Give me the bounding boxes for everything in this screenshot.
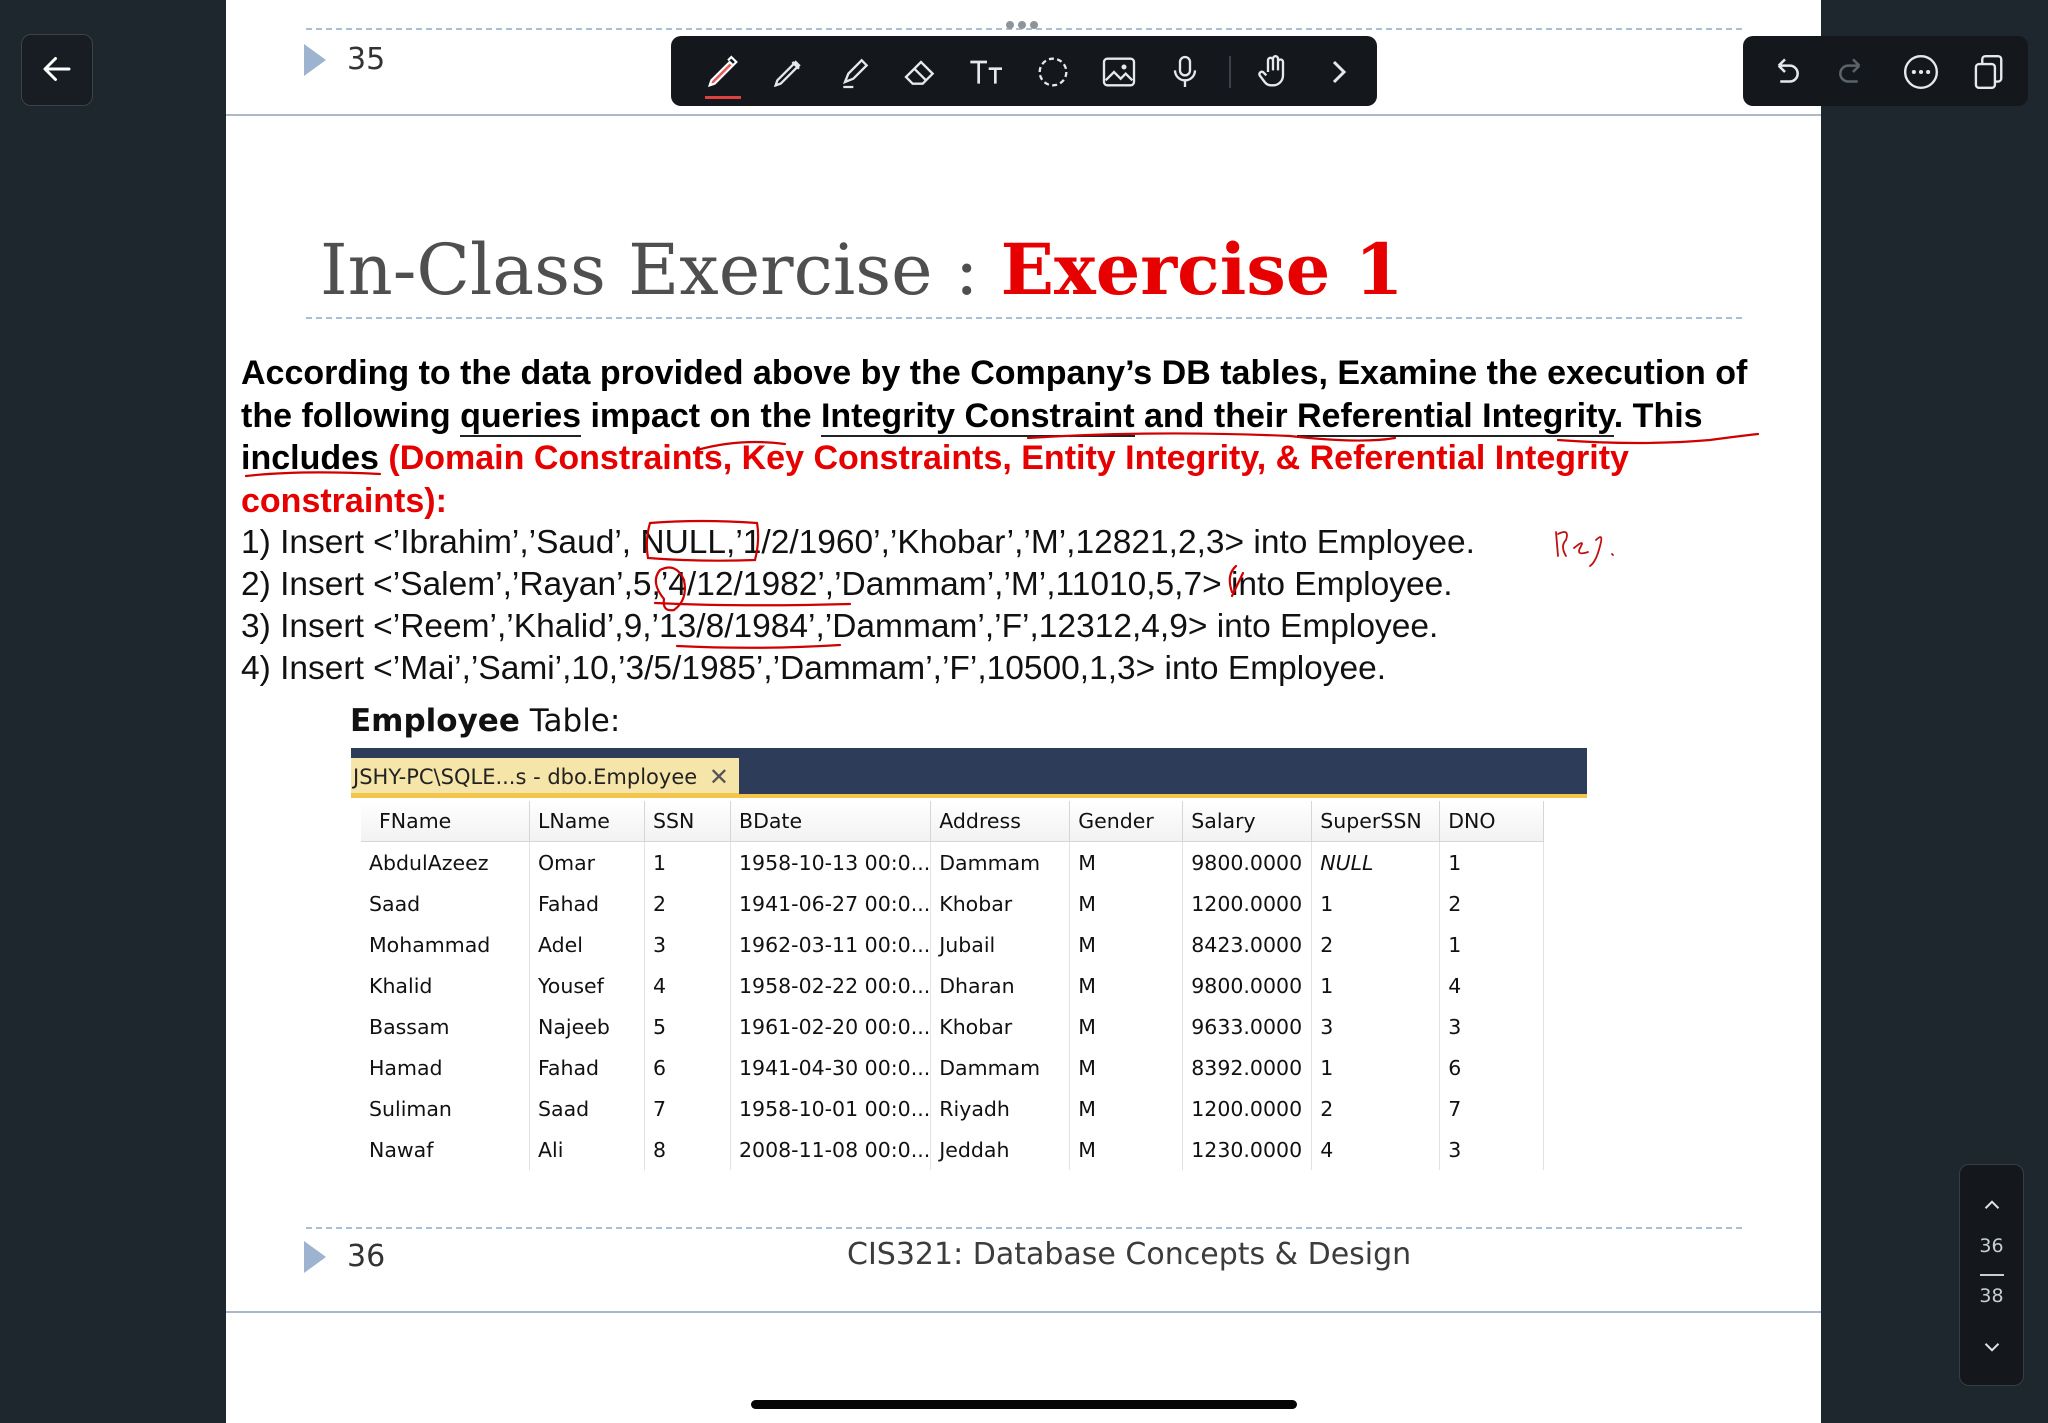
back-button[interactable] <box>21 34 93 106</box>
column-header: LName <box>530 801 645 842</box>
pencil-tool[interactable] <box>763 46 815 98</box>
image-icon <box>1099 52 1139 92</box>
table-row: Nawaf Ali 8 2008-11-08 00:0... Jeddah M 1230.0000 4 3 <box>361 1129 1544 1170</box>
pencil-icon <box>769 52 809 92</box>
table-row: Khalid Yousef 4 1958-02-22 00:0... Dharan M 9800.0000 1 4 <box>361 965 1544 1006</box>
query-1: 1) Insert <’Ibrahim’,’Saud’, NULL,’1/2/1960’,’Khobar’,’M’,12821,2,3> into Employee. <box>241 524 1475 561</box>
drawing-toolbar <box>671 36 1377 106</box>
underlined-integrity-constraint: Integrity Constraint <box>820 396 1135 435</box>
query-4: 4) Insert <’Mai’,’Sami’,10,’3/5/1985’,’Dammam’,’F’,10500,1,3> into Employee. <box>241 650 1387 687</box>
previous-page-button[interactable] <box>1960 1185 2023 1225</box>
eraser-tool[interactable] <box>895 46 947 98</box>
course-footer: CIS321: Database Concepts & Design <box>847 1237 1412 1272</box>
page-navigator <box>1959 1164 2024 1386</box>
lasso-icon <box>1033 52 1073 92</box>
slide-title <box>320 228 1403 311</box>
query-3: 3) Insert <’Reem’,’Khalid’,9,’13/8/1984’,’Dammam’,’F’,12312,4,9> into Employee. <box>241 608 1439 645</box>
undo-button[interactable] <box>1761 48 1809 96</box>
column-header: SSN <box>645 801 731 842</box>
column-header: Address <box>931 801 1070 842</box>
column-header: FName <box>361 801 530 842</box>
footer-divider <box>306 1227 1742 1229</box>
chevron-right-icon <box>1319 52 1359 92</box>
title-prefix: In-Class Exercise : <box>320 229 1001 311</box>
redo-button[interactable] <box>1829 48 1877 96</box>
touch-draw-toggle[interactable] <box>1247 46 1299 98</box>
title-divider <box>306 317 1742 319</box>
table-row: Mohammad Adel 3 1962-03-11 00:0... Jubail M 8423.0000 2 1 <box>361 924 1544 965</box>
prev-slide-number: 35 <box>347 42 386 77</box>
bullet-triangle-icon <box>304 44 326 76</box>
pen-tool[interactable] <box>697 46 749 98</box>
employee-table-label: Employee Table: <box>350 703 621 739</box>
highlighter-tool[interactable] <box>829 46 881 98</box>
toolbar-expand-button[interactable] <box>1313 46 1365 98</box>
text-tool-icon <box>967 52 1007 92</box>
chevron-down-icon <box>1979 1334 2005 1360</box>
intro-paragraph: According to the data provided above by the Company’s DB tables, Examine the execution of the following queries impact on the Integrity Constraint and their Referential Integrity. This includes (Domain Constraints, Key Constraints, Entity Integrity, & Referential Integrity constraints): <box>241 354 1748 520</box>
column-header: Gender <box>1070 801 1183 842</box>
home-indicator[interactable] <box>751 1400 1297 1409</box>
underlined-queries: queries <box>460 396 582 435</box>
total-pages: 38 <box>1979 1285 2004 1307</box>
column-header: BDate <box>731 801 931 842</box>
undo-icon <box>1766 53 1804 91</box>
slide-separator <box>226 114 1821 116</box>
constraints-list: (Domain Constraints, Key Constraints, Entity Integrity, & Referential Integrity constraints): <box>241 439 1629 520</box>
active-tool-indicator <box>705 96 741 99</box>
close-icon: ✕ <box>708 763 729 791</box>
touch-hand-icon <box>1253 52 1293 92</box>
record-audio-tool[interactable] <box>1159 46 1211 98</box>
right-toolbar <box>1743 36 2028 106</box>
pages-icon <box>1968 53 2006 91</box>
employee-table <box>361 801 1544 1170</box>
table-row: AbdulAzeez Omar 1 1958-10-13 00:0... Dammam M 9800.0000 NULL 1 <box>361 842 1544 884</box>
eraser-icon <box>901 52 941 92</box>
underlined-referential-integrity: Referential Integrity <box>1297 396 1614 435</box>
text-tool[interactable] <box>961 46 1013 98</box>
chevron-up-icon <box>1979 1192 2005 1218</box>
image-tool[interactable] <box>1093 46 1145 98</box>
column-header: DNO <box>1440 801 1544 842</box>
next-page-button[interactable] <box>1960 1327 2023 1367</box>
table-header-row <box>361 801 1544 842</box>
column-header: SuperSSN <box>1312 801 1440 842</box>
sql-table-screenshot <box>351 748 1587 1184</box>
pages-button[interactable] <box>1963 48 2011 96</box>
back-arrow-icon <box>39 51 75 87</box>
tab-employee: JSHY-PC\SQLE...s - dbo.Employee ✕ <box>351 758 739 796</box>
more-icon <box>1902 53 1940 91</box>
lasso-tool[interactable] <box>1027 46 1079 98</box>
slide-separator <box>226 1311 1821 1313</box>
query-2: 2) Insert <’Salem’,’Rayan’,5,’4/12/1982’,’Dammam’,’M’,11010,5,7> into Employee. <box>241 566 1453 603</box>
slide-number: 36 <box>347 1239 386 1274</box>
microphone-icon <box>1165 52 1205 92</box>
bullet-triangle-icon <box>304 1241 326 1273</box>
current-page: 36 <box>1979 1235 2004 1257</box>
redo-icon <box>1834 53 1872 91</box>
title-highlight: Exercise 1 <box>1000 228 1404 311</box>
highlighter-icon <box>835 52 875 92</box>
table-row: Bassam Najeeb 5 1961-02-20 00:0... Khobar M 9633.0000 3 3 <box>361 1006 1544 1047</box>
table-row: Hamad Fahad 6 1941-04-30 00:0... Dammam M 8392.0000 1 6 <box>361 1047 1544 1088</box>
table-row: Saad Fahad 2 1941-06-27 00:0... Khobar M 1200.0000 1 2 <box>361 883 1544 924</box>
more-button[interactable] <box>1897 48 1945 96</box>
table-row: Suliman Saad 7 1958-10-01 00:0... Riyadh M 1200.0000 2 7 <box>361 1088 1544 1129</box>
column-header: Salary <box>1183 801 1312 842</box>
toolbar-drag-handle[interactable] <box>1006 16 1042 34</box>
pen-icon <box>703 52 743 92</box>
